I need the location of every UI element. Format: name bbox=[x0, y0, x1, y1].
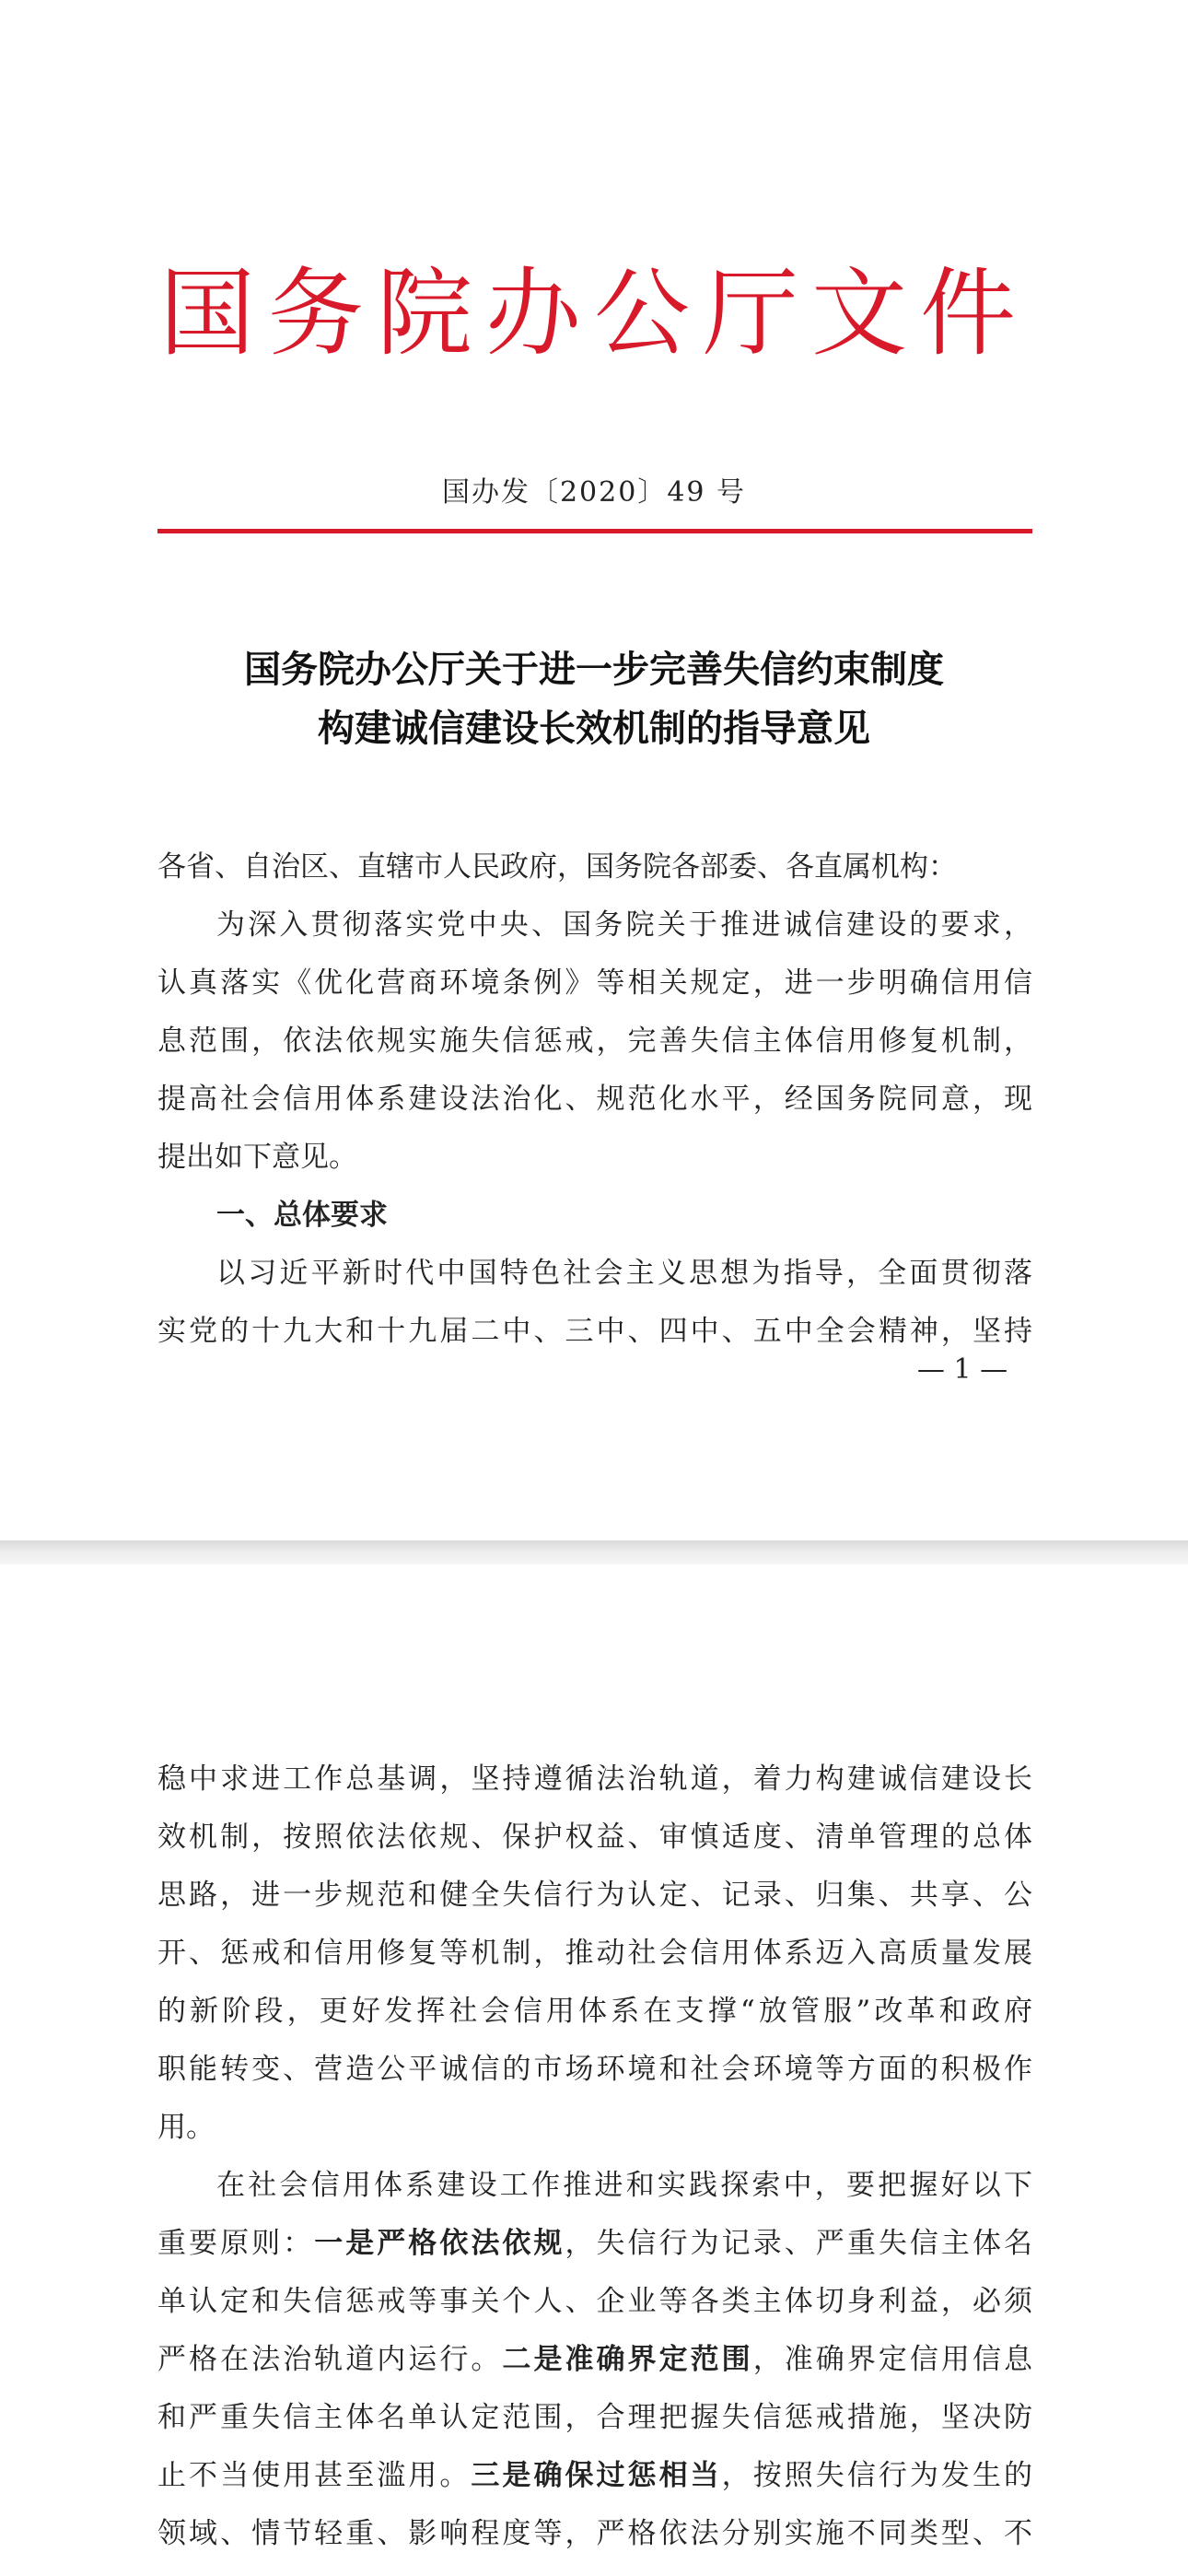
document-header-title: 国务院办公厅文件 bbox=[158, 257, 1029, 369]
line-text: 止不当使用甚至滥用。 bbox=[157, 2459, 472, 2492]
paragraph-line: 领域、情节轻重、影响程度等，严格依法分别实施不同类型、不 bbox=[157, 2517, 1032, 2550]
salutation: 各省、自治区、直辖市人民政府，国务院各部委、各直属机构： bbox=[157, 850, 957, 884]
line-text: ，失信行为记录、严重失信主体名 bbox=[565, 2227, 1032, 2260]
principle-two-bold: 二是准确界定范围 bbox=[502, 2343, 753, 2376]
document-number: 国办发〔2020〕49 号 bbox=[441, 476, 747, 509]
paragraph-line: 为深入贯彻落实党中央、国务院关于推进诚信建设的要求， bbox=[216, 908, 1032, 942]
paragraph-line: 开、惩戒和信用修复等机制，推动社会信用体系迈入高质量发展 bbox=[157, 1937, 1032, 1970]
paragraph-line: 以习近平新时代中国特色社会主义思想为指导，全面贯彻落 bbox=[216, 1257, 1032, 1290]
paragraph-line: 息范围，依法依规实施失信惩戒，完善失信主体信用修复机制， bbox=[157, 1025, 1032, 1058]
paragraph-line: 思路，进一步规范和健全失信行为认定、记录、归集、共享、公 bbox=[157, 1879, 1032, 1912]
document-title-line-1: 国务院办公厅关于进一步完善失信约束制度 bbox=[244, 648, 944, 691]
paragraph-line: 和严重失信主体名单认定范围，合理把握失信惩戒措施，坚决防 bbox=[157, 2401, 1032, 2434]
paragraph-line: 提出如下意见。 bbox=[157, 1141, 357, 1174]
page-2-body bbox=[157, 1751, 1032, 2563]
paragraph-line bbox=[157, 2447, 1032, 2505]
paragraph-line: 稳中求进工作总基调，坚持遵循法治轨道，着力构建诚信建设长 bbox=[157, 1762, 1032, 1796]
paragraph-line: 实党的十九大和十九届二中、三中、四中、五中全会精神，坚持 bbox=[157, 1315, 1032, 1348]
section-heading: 一、总体要求 bbox=[216, 1199, 388, 1232]
paragraph-line: 在社会信用体系建设工作推进和实践探索中，要把握好以下 bbox=[216, 2169, 1032, 2202]
line-text: 重要原则： bbox=[157, 2227, 315, 2260]
paragraph-line: 单认定和失信惩戒等事关个人、企业等各类主体切身利益，必须 bbox=[157, 2285, 1032, 2318]
paragraph-line bbox=[157, 2331, 1032, 2389]
principle-one-bold: 一是严格依法依规 bbox=[314, 2227, 565, 2260]
line-text: ，按照失信行为发生的 bbox=[721, 2459, 1032, 2492]
document-title bbox=[0, 640, 1188, 758]
principle-three-bold: 三是确保过惩相当 bbox=[471, 2459, 722, 2492]
page-1-body bbox=[157, 838, 1032, 1361]
document-title-line-2: 构建诚信建设长效机制的指导意见 bbox=[318, 707, 870, 750]
line-text: 严格在法治轨道内运行。 bbox=[157, 2343, 503, 2376]
page-separator bbox=[0, 1540, 1188, 1564]
line-text: ，准确界定信用信息 bbox=[752, 2343, 1032, 2376]
paragraph-line: 用。 bbox=[157, 2111, 215, 2144]
paragraph-line: 认真落实《优化营商环境条例》等相关规定，进一步明确信用信 bbox=[157, 966, 1032, 1000]
paragraph-line: 提高社会信用体系建设法治化、规范化水平，经国务院同意，现 bbox=[157, 1083, 1032, 1116]
red-divider-line bbox=[157, 529, 1032, 533]
paragraph-line: 的新阶段，更好发挥社会信用体系在支撑“放管服”改革和政府 bbox=[157, 1995, 1032, 2028]
paragraph-line bbox=[157, 2215, 1032, 2273]
paragraph-line: 职能转变、营造公平诚信的市场环境和社会环境等方面的积极作 bbox=[157, 2053, 1032, 2086]
paragraph-line: 效机制，按照依法依规、保护权益、审慎适度、清单管理的总体 bbox=[157, 1821, 1032, 1854]
page-number: — 1 — bbox=[916, 1353, 1008, 1386]
